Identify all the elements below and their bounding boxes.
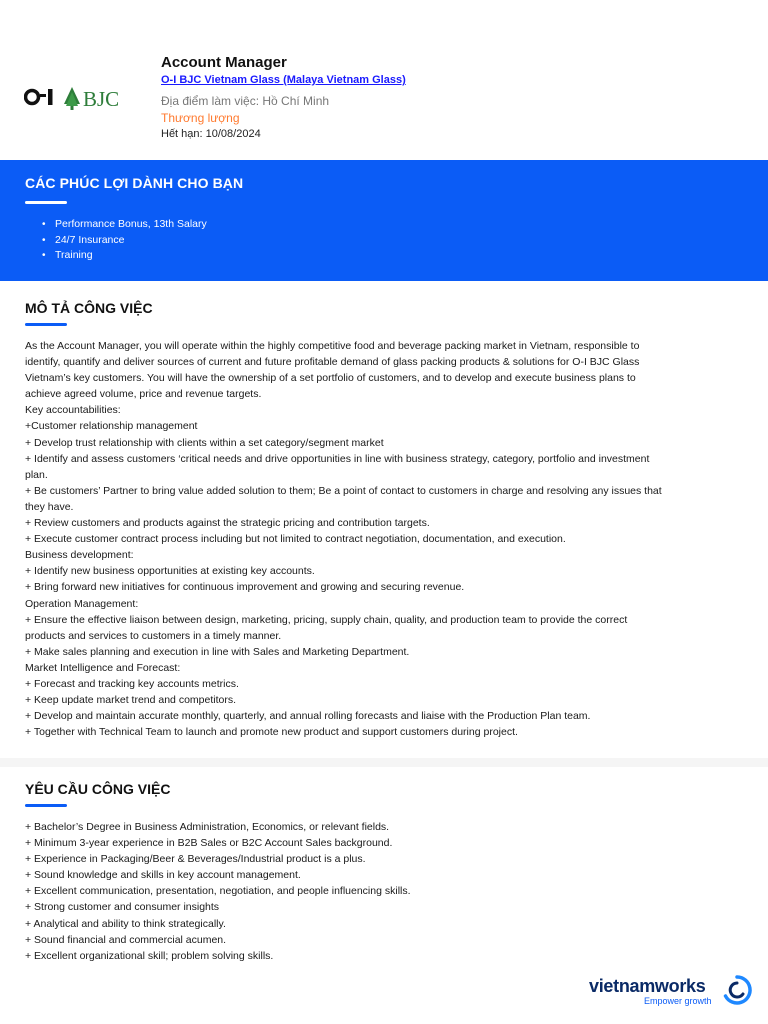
company-link[interactable]: O-I BJC Vietnam Glass (Malaya Vietnam Glass) — [161, 74, 406, 86]
description-line: + Keep update market trend and competitors. — [25, 694, 236, 707]
vietnamworks-tagline: Empower growth — [644, 996, 712, 1006]
description-line: Business development: — [25, 549, 134, 562]
description-line: As the Account Manager, you will operate within the highly competitive food and beverage packing market in Vietnam, responsible to — [25, 340, 640, 352]
section-divider — [0, 758, 768, 767]
requirement-line: + Experience in Packaging/Beer & Beverages/Industrial product is a plus. — [25, 853, 366, 866]
description-line: Operation Management: — [25, 597, 139, 610]
benefits-section — [0, 160, 768, 281]
description-line: + Forecast and tracking key accounts metrics. — [25, 677, 239, 690]
description-line: +Customer relationship management — [25, 420, 198, 433]
company-logo — [24, 84, 132, 116]
description-line: achieve agreed volume, price and revenue targets. — [25, 388, 262, 401]
description-line: + Identify and assess customers ‘critical needs and drive opportunities in line with business strategy, category, portfolio and investment — [25, 452, 650, 465]
description-line: + Review customers and products against the strategic pricing and contribution targets. — [25, 517, 430, 530]
benefits-title: CÁC PHÚC LỢI DÀNH CHO BẠN — [25, 175, 244, 191]
salary: Thương lượng — [161, 111, 240, 125]
requirements-title: YÊU CẦU CÔNG VIỆC — [25, 781, 171, 797]
deadline: Hết hạn: 10/08/2024 — [161, 128, 261, 140]
benefit-item: • Training — [25, 248, 207, 264]
job-header — [0, 0, 768, 160]
requirement-line: + Minimum 3-year experience in B2B Sales or B2C Account Sales background. — [25, 837, 393, 850]
description-line: + Make sales planning and execution in line with Sales and Marketing Department. — [25, 645, 410, 658]
requirement-line: + Sound financial and commercial acumen. — [25, 933, 227, 946]
description-line: + Develop and maintain accurate monthly, quarterly, and annual rolling forecasts and liaise with the Production Plan team. — [25, 710, 591, 723]
description-line: products and services to customers in a timely manner. — [25, 629, 282, 642]
job-requirements-section — [0, 767, 768, 982]
vietnamworks-logo-icon — [721, 974, 753, 1006]
description-line: Market Intelligence and Forecast: — [25, 661, 181, 674]
job-title: Account Manager — [161, 54, 287, 71]
description-line: + Be customers’ Partner to bring value added solution to them; Be a point of contact to customers in charge and resolving any issues that — [25, 484, 662, 497]
description-line: plan. — [25, 468, 48, 481]
requirement-line: + Strong customer and consumer insights — [25, 901, 220, 914]
requirement-line: + Sound knowledge and skills in key account management. — [25, 869, 301, 882]
description-line: + Together with Technical Team to launch and promote new product and support customers during project. — [25, 726, 518, 739]
description-line: they have. — [25, 500, 74, 513]
job-location: Địa điểm làm việc: Hồ Chí Minh — [161, 94, 330, 108]
description-line: identify, quantify and deliver sources of current and future profitable demand of glass packing products & solutions for O-I BJC Glass — [25, 356, 640, 369]
benefits-underline — [25, 201, 67, 204]
requirement-line: + Analytical and ability to think strategically. — [25, 917, 226, 930]
benefits-list — [25, 217, 207, 264]
description-line: Vietnam’s key customers. You will have the ownership of a set portfolio of customers, and to develop and execute business plans to — [25, 372, 636, 385]
description-line: + Ensure the effective liaison between design, marketing, pricing, supply chain, quality, and production team to provide the correct — [25, 613, 628, 626]
requirement-line: + Excellent organizational skill; problem solving skills. — [25, 949, 274, 962]
requirement-line: + Excellent communication, presentation, negotiation, and people influencing skills. — [25, 885, 411, 898]
job-description-section — [0, 281, 768, 758]
vietnamworks-logo-text: vietnamworks — [589, 976, 706, 996]
requirements-underline — [25, 804, 67, 807]
description-line: + Develop trust relationship with clients within a set category/segment market — [25, 436, 384, 449]
svg-text:BJC: BJC — [83, 87, 120, 111]
description-line: Key accountabilities: — [25, 404, 121, 417]
description-line: + Execute customer contract process including but not limited to contract negotiation, documentation, and execution. — [25, 533, 566, 546]
description-line: + Identify new business opportunities at existing key accounts. — [25, 565, 315, 578]
description-title: MÔ TẢ CÔNG VIỆC — [25, 300, 153, 316]
benefit-item: • Performance Bonus, 13th Salary — [25, 217, 207, 233]
requirement-line: + Bachelor’s Degree in Business Administration, Economics, or relevant fields. — [25, 821, 390, 833]
requirements-body — [25, 819, 745, 964]
description-underline — [25, 323, 67, 326]
description-line: + Bring forward new initiatives for continuous improvement and growing and securing revenue. — [25, 581, 465, 594]
benefit-item: • 24/7 Insurance — [25, 233, 207, 249]
description-body — [25, 338, 745, 740]
